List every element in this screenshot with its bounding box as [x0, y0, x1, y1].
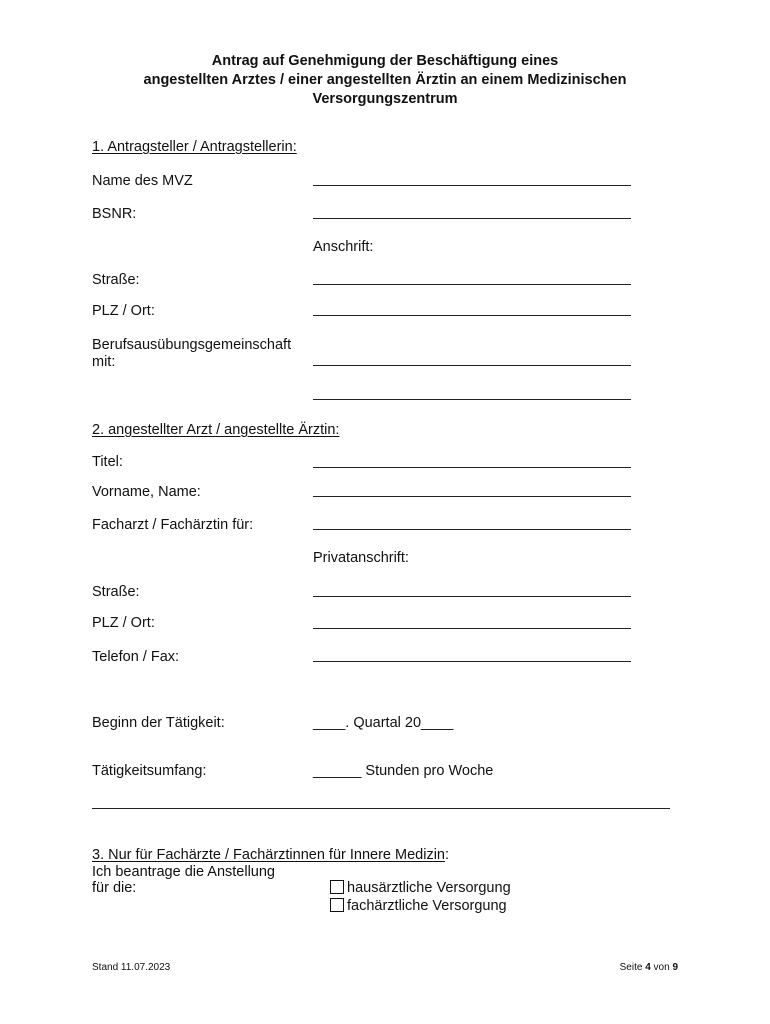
- label-strasse-2: Straße:: [92, 584, 140, 600]
- section-1-heading: 1. Antragsteller / Antragstellerin:: [92, 139, 297, 155]
- field-facharzt[interactable]: [313, 529, 631, 530]
- section-3-heading-text: 3. Nur für Fachärzte / Fachärztinnen für Innere Medizin: [92, 847, 445, 863]
- label-anschrift: Anschrift:: [313, 239, 374, 255]
- label-facharzt: Facharzt / Fachärztin für:: [92, 517, 254, 533]
- footer-von: von: [653, 962, 670, 973]
- label-privatanschrift: Privatanschrift:: [313, 550, 409, 566]
- field-strasse-1[interactable]: [313, 284, 631, 285]
- label-intro-line-2: für die:: [92, 880, 137, 896]
- field-beginn-quartal[interactable]: ____. Quartal 20____: [313, 715, 454, 731]
- label-name-mvz: Name des MVZ: [92, 173, 193, 189]
- label-bag-line-1: Berufsausübungsgemeinschaft: [92, 337, 292, 353]
- field-titel[interactable]: [313, 467, 631, 468]
- footer-page-current: 4: [645, 962, 651, 973]
- section-2-heading: 2. angestellter Arzt / angestellte Ärztin:: [92, 422, 340, 438]
- checkbox-fachaerztlich[interactable]: [330, 898, 344, 912]
- option-hausaerztlich-label: hausärztliche Versorgung: [347, 880, 511, 896]
- title-line-1: Antrag auf Genehmigung der Beschäftigung eines: [211, 53, 559, 69]
- field-bag-1[interactable]: [313, 365, 631, 366]
- label-intro-line-1: Ich beantrage die Anstellung: [92, 864, 275, 880]
- footer-stand: Stand 11.07.2023: [92, 962, 171, 973]
- title-line-2: angestellten Arztes / einer angestellten Ärztin an einem Medizinischen: [143, 72, 627, 88]
- document-title: [0, 52, 770, 109]
- field-strasse-2[interactable]: [313, 596, 631, 597]
- section-3-heading-colon: :: [445, 847, 450, 863]
- footer-page-number: [620, 962, 678, 974]
- label-taetigkeitsumfang: Tätigkeitsumfang:: [92, 763, 207, 779]
- section-divider: [92, 808, 670, 809]
- section-3-heading: [92, 846, 449, 864]
- option-fachaerztlich-label: fachärztliche Versorgung: [347, 898, 507, 914]
- label-vorname-name: Vorname, Name:: [92, 484, 201, 500]
- field-bag-2[interactable]: [313, 399, 631, 400]
- label-telefon-fax: Telefon / Fax:: [92, 649, 180, 665]
- label-bag-line-2: mit:: [92, 354, 116, 370]
- title-line-3: Versorgungszentrum: [312, 91, 458, 107]
- label-titel: Titel:: [92, 454, 123, 470]
- checkbox-hausaerztlich[interactable]: [330, 880, 344, 894]
- field-plz-ort-1[interactable]: [313, 315, 631, 316]
- field-stunden-blank[interactable]: ______: [313, 763, 362, 779]
- field-plz-ort-2[interactable]: [313, 628, 631, 629]
- footer-seite: Seite: [619, 962, 643, 973]
- label-strasse-1: Straße:: [92, 272, 140, 288]
- label-bsnr: BSNR:: [92, 206, 137, 222]
- option-hausaerztlich[interactable]: [330, 879, 511, 897]
- footer-page-total: 9: [672, 962, 678, 973]
- field-vorname-name[interactable]: [313, 496, 631, 497]
- label-plz-ort-2: PLZ / Ort:: [92, 615, 155, 631]
- option-fachaerztlich[interactable]: [330, 897, 507, 915]
- label-plz-ort-1: PLZ / Ort:: [92, 303, 155, 319]
- label-beginn: Beginn der Tätigkeit:: [92, 715, 225, 731]
- field-bsnr[interactable]: [313, 218, 631, 219]
- field-name-mvz[interactable]: [313, 185, 631, 186]
- label-stunden-pro-woche: Stunden pro Woche: [365, 763, 494, 779]
- field-telefon-fax[interactable]: [313, 661, 631, 662]
- field-stunden: [313, 762, 493, 780]
